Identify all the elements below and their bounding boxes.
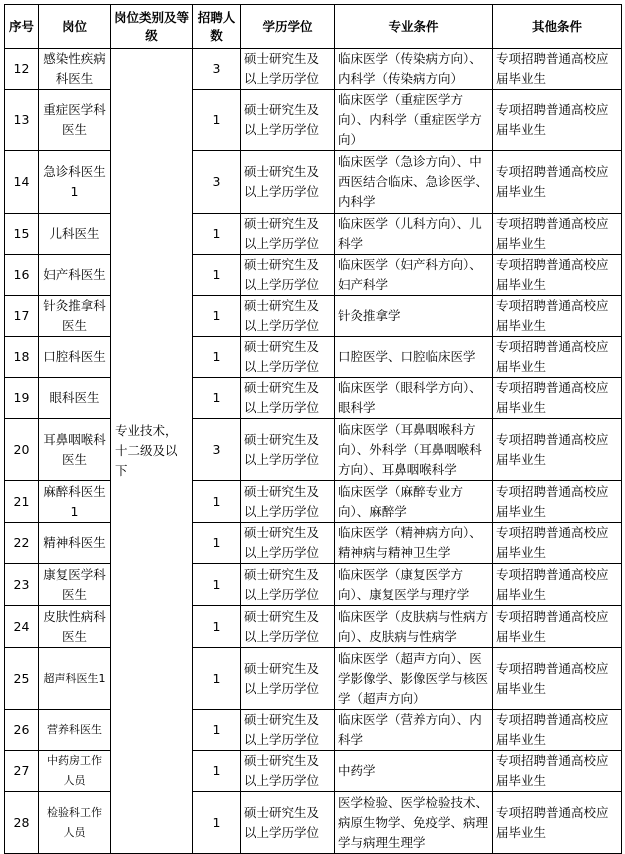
major-requirement: 临床医学（精神病方向）、精神病与精神卫生学 — [335, 523, 493, 564]
education-requirement: 硕士研究生及以上学历学位 — [241, 648, 335, 710]
other-requirement: 专项招聘普通高校应届毕业生 — [493, 606, 622, 648]
major-requirement: 针灸推拿学 — [335, 296, 493, 337]
header-major: 专业条件 — [335, 5, 493, 49]
row-number: 25 — [5, 648, 39, 710]
post-name: 重症医学科医生 — [39, 90, 111, 151]
header-other: 其他条件 — [493, 5, 622, 49]
header-row — [5, 5, 622, 49]
table-row — [5, 296, 622, 337]
row-number: 20 — [5, 419, 39, 481]
other-requirement: 专项招聘普通高校应届毕业生 — [493, 255, 622, 296]
major-requirement: 临床医学（皮肤病与性病方向）、皮肤病与性病学 — [335, 606, 493, 648]
table-row — [5, 564, 622, 606]
recruitment-table — [4, 4, 622, 854]
post-name: 急诊科医生1 — [39, 151, 111, 214]
row-number: 16 — [5, 255, 39, 296]
education-requirement: 硕士研究生及以上学历学位 — [241, 751, 335, 792]
major-requirement: 临床医学（营养方向）、内科学 — [335, 710, 493, 751]
hire-count: 1 — [193, 214, 241, 255]
hire-count: 1 — [193, 606, 241, 648]
major-requirement: 临床医学（康复医学方向）、康复医学与理疗学 — [335, 564, 493, 606]
other-requirement: 专项招聘普通高校应届毕业生 — [493, 90, 622, 151]
hire-count: 1 — [193, 648, 241, 710]
hire-count: 1 — [193, 792, 241, 854]
hire-count: 3 — [193, 151, 241, 214]
row-number: 23 — [5, 564, 39, 606]
education-requirement: 硕士研究生及以上学历学位 — [241, 564, 335, 606]
education-requirement: 硕士研究生及以上学历学位 — [241, 792, 335, 854]
education-requirement: 硕士研究生及以上学历学位 — [241, 523, 335, 564]
post-name: 营养科医生 — [39, 710, 111, 751]
post-name: 检验科工作人员 — [39, 792, 111, 854]
hire-count: 1 — [193, 296, 241, 337]
table-row — [5, 648, 622, 710]
table-row — [5, 151, 622, 214]
row-number: 24 — [5, 606, 39, 648]
header-no: 序号 — [5, 5, 39, 49]
table-row — [5, 214, 622, 255]
major-requirement: 临床医学（儿科方向）、儿科学 — [335, 214, 493, 255]
other-requirement: 专项招聘普通高校应届毕业生 — [493, 296, 622, 337]
table-row — [5, 378, 622, 419]
hire-count: 1 — [193, 710, 241, 751]
hire-count: 1 — [193, 481, 241, 523]
education-requirement: 硕士研究生及以上学历学位 — [241, 481, 335, 523]
table-row — [5, 751, 622, 792]
other-requirement: 专项招聘普通高校应届毕业生 — [493, 49, 622, 90]
hire-count: 1 — [193, 523, 241, 564]
table-row — [5, 792, 622, 854]
header-post: 岗位 — [39, 5, 111, 49]
hire-count: 3 — [193, 49, 241, 90]
other-requirement: 专项招聘普通高校应届毕业生 — [493, 214, 622, 255]
table-row — [5, 49, 622, 90]
table-row — [5, 710, 622, 751]
post-name: 皮肤性病科医生 — [39, 606, 111, 648]
post-name: 精神科医生 — [39, 523, 111, 564]
other-requirement: 专项招聘普通高校应届毕业生 — [493, 523, 622, 564]
header-education: 学历学位 — [241, 5, 335, 49]
other-requirement: 专项招聘普通高校应届毕业生 — [493, 151, 622, 214]
row-number: 18 — [5, 337, 39, 378]
table-row — [5, 523, 622, 564]
other-requirement: 专项招聘普通高校应届毕业生 — [493, 481, 622, 523]
hire-count: 1 — [193, 564, 241, 606]
education-requirement: 硕士研究生及以上学历学位 — [241, 296, 335, 337]
header-category: 岗位类别及等级 — [111, 5, 193, 49]
major-requirement: 临床医学（重症医学方向）、内科学（重症医学方向） — [335, 90, 493, 151]
other-requirement: 专项招聘普通高校应届毕业生 — [493, 792, 622, 854]
education-requirement: 硕士研究生及以上学历学位 — [241, 214, 335, 255]
hire-count: 1 — [193, 337, 241, 378]
post-name: 口腔科医生 — [39, 337, 111, 378]
other-requirement: 专项招聘普通高校应届毕业生 — [493, 337, 622, 378]
row-number: 17 — [5, 296, 39, 337]
major-requirement: 临床医学（耳鼻咽喉科方向）、外科学（耳鼻咽喉科方向）、耳鼻咽喉科学 — [335, 419, 493, 481]
major-requirement: 临床医学（传染病方向）、内科学（传染病方向） — [335, 49, 493, 90]
hire-count: 1 — [193, 90, 241, 151]
major-requirement: 临床医学（急诊方向）、中西医结合临床、急诊医学、内科学 — [335, 151, 493, 214]
post-name: 感染性疾病科医生 — [39, 49, 111, 90]
major-requirement: 临床医学（妇产科方向）、妇产科学 — [335, 255, 493, 296]
other-requirement: 专项招聘普通高校应届毕业生 — [493, 751, 622, 792]
table-row — [5, 481, 622, 523]
post-name: 中药房工作人员 — [39, 751, 111, 792]
education-requirement: 硕士研究生及以上学历学位 — [241, 90, 335, 151]
other-requirement: 专项招聘普通高校应届毕业生 — [493, 378, 622, 419]
education-requirement: 硕士研究生及以上学历学位 — [241, 710, 335, 751]
post-name: 耳鼻咽喉科医生 — [39, 419, 111, 481]
row-number: 27 — [5, 751, 39, 792]
row-number: 26 — [5, 710, 39, 751]
major-requirement: 临床医学（超声方向）、医学影像学、影像医学与核医学（超声方向） — [335, 648, 493, 710]
education-requirement: 硕士研究生及以上学历学位 — [241, 49, 335, 90]
major-requirement: 临床医学（麻醉专业方向）、麻醉学 — [335, 481, 493, 523]
education-requirement: 硕士研究生及以上学历学位 — [241, 255, 335, 296]
post-name: 儿科医生 — [39, 214, 111, 255]
hire-count: 3 — [193, 419, 241, 481]
education-requirement: 硕士研究生及以上学历学位 — [241, 419, 335, 481]
table-row — [5, 90, 622, 151]
major-requirement: 中药学 — [335, 751, 493, 792]
row-number: 14 — [5, 151, 39, 214]
hire-count: 1 — [193, 255, 241, 296]
other-requirement: 专项招聘普通高校应届毕业生 — [493, 648, 622, 710]
major-requirement: 医学检验、医学检验技术、病原生物学、免疫学、病理学与病理生理学 — [335, 792, 493, 854]
hire-count: 1 — [193, 378, 241, 419]
header-count: 招聘人数 — [193, 5, 241, 49]
post-name: 康复医学科医生 — [39, 564, 111, 606]
row-number: 13 — [5, 90, 39, 151]
table-row — [5, 606, 622, 648]
row-number: 12 — [5, 49, 39, 90]
table-row — [5, 255, 622, 296]
other-requirement: 专项招聘普通高校应届毕业生 — [493, 419, 622, 481]
row-number: 21 — [5, 481, 39, 523]
row-number: 15 — [5, 214, 39, 255]
row-number: 28 — [5, 792, 39, 854]
row-number: 22 — [5, 523, 39, 564]
post-category: 专业技术，十二级及以下 — [111, 49, 193, 854]
table-row — [5, 419, 622, 481]
post-name: 妇产科医生 — [39, 255, 111, 296]
table-row — [5, 337, 622, 378]
post-name: 麻醉科医生1 — [39, 481, 111, 523]
row-number: 19 — [5, 378, 39, 419]
education-requirement: 硕士研究生及以上学历学位 — [241, 337, 335, 378]
major-requirement: 临床医学（眼科学方向）、眼科学 — [335, 378, 493, 419]
hire-count: 1 — [193, 751, 241, 792]
education-requirement: 硕士研究生及以上学历学位 — [241, 606, 335, 648]
major-requirement: 口腔医学、口腔临床医学 — [335, 337, 493, 378]
other-requirement: 专项招聘普通高校应届毕业生 — [493, 710, 622, 751]
post-name: 针灸推拿科医生 — [39, 296, 111, 337]
post-name: 眼科医生 — [39, 378, 111, 419]
other-requirement: 专项招聘普通高校应届毕业生 — [493, 564, 622, 606]
education-requirement: 硕士研究生及以上学历学位 — [241, 378, 335, 419]
post-name: 超声科医生1 — [39, 648, 111, 710]
education-requirement: 硕士研究生及以上学历学位 — [241, 151, 335, 214]
